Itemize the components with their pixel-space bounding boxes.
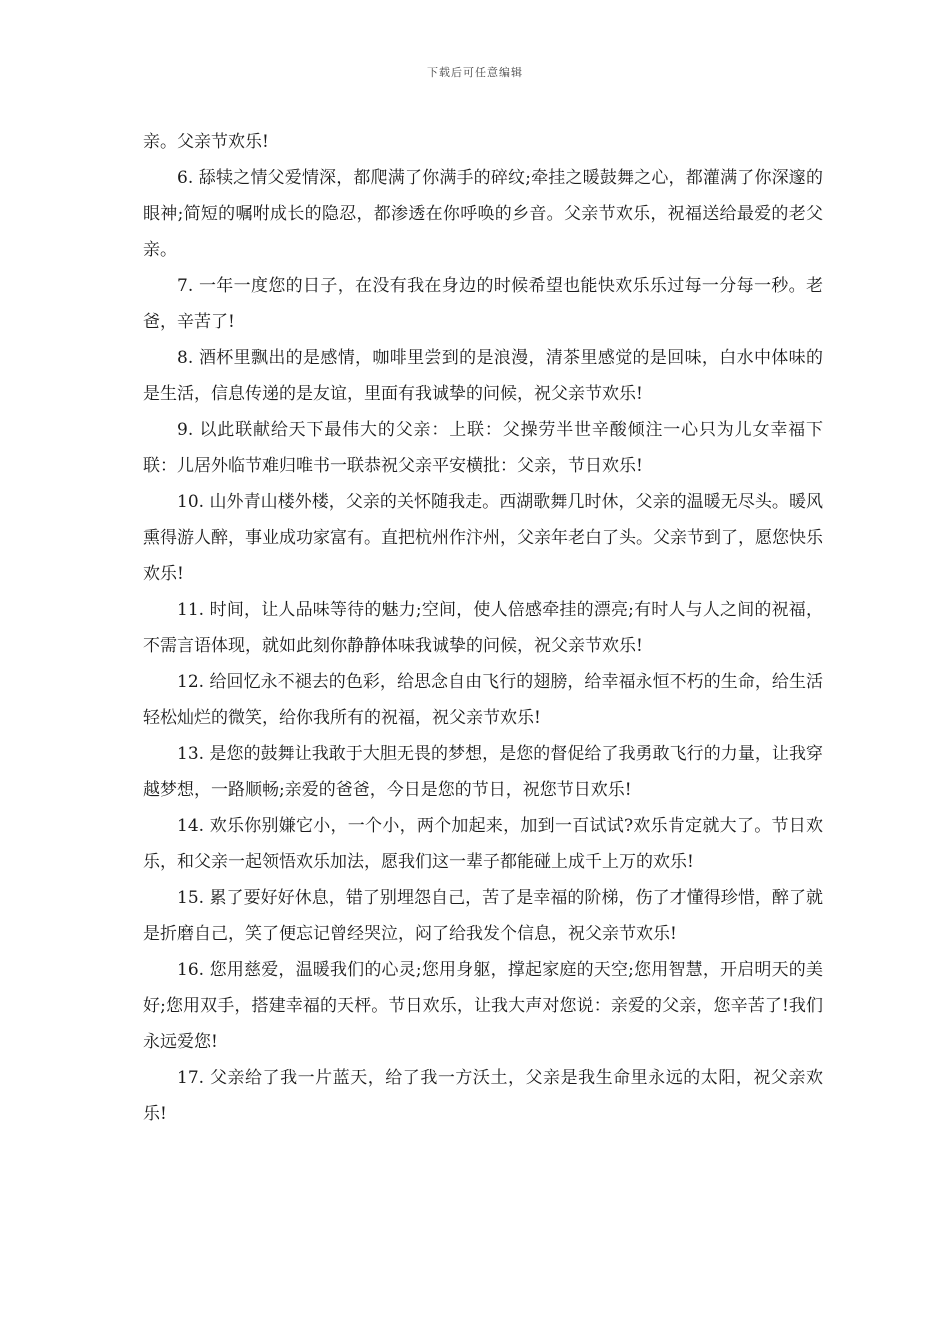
- paragraph-item-8: 8. 酒杯里飘出的是感情，咖啡里尝到的是浪漫，清茶里感觉的是回味，白水中体味的是生活，信息传递的是友谊，里面有我诚挚的问候，祝父亲节欢乐!: [143, 348, 823, 404]
- document-body: [143, 124, 823, 1132]
- paragraph-item-9: 9. 以此联献给天下最伟大的父亲：上联：父操劳半世辛酸倾注一心只为儿女幸福下联：儿居外临节难归唯书一联恭祝父亲平安横批：父亲，节日欢乐!: [143, 420, 823, 476]
- paragraph-item-17: 17. 父亲给了我一片蓝天，给了我一方沃土，父亲是我生命里永远的太阳，祝父亲欢乐!: [143, 1068, 823, 1124]
- paragraph-item-12: 12. 给回忆永不褪去的色彩，给思念自由飞行的翅膀，给幸福永恒不朽的生命，给生活轻松灿烂的微笑，给你我所有的祝福，祝父亲节欢乐!: [143, 672, 823, 728]
- paragraph-item-15: 15. 累了要好好休息，错了别埋怨自己，苦了是幸福的阶梯，伤了才懂得珍惜，醉了就是折磨自己，笑了便忘记曾经哭泣，闷了给我发个信息，祝父亲节欢乐!: [143, 888, 823, 944]
- paragraph-continuation: 亲。父亲节欢乐!: [143, 132, 269, 152]
- paragraph-item-13: 13. 是您的鼓舞让我敢于大胆无畏的梦想，是您的督促给了我勇敢飞行的力量，让我穿越梦想，一路顺畅;亲爱的爸爸，今日是您的节日，祝您节日欢乐!: [143, 744, 823, 800]
- paragraph-item-11: 11. 时间，让人品味等待的魅力;空间，使人倍感牵挂的漂亮;有时人与人之间的祝福，不需言语体现，就如此刻你静静体味我诚挚的问候，祝父亲节欢乐!: [143, 600, 823, 656]
- paragraph-item-16: 16. 您用慈爱，温暖我们的心灵;您用身躯，撑起家庭的天空;您用智慧，开启明天的美好;您用双手，搭建幸福的天枰。节日欢乐，让我大声对您说：亲爱的父亲，您辛苦了!我们永远爱您!: [143, 960, 823, 1052]
- paragraph-item-14: 14. 欢乐你别嫌它小，一个小，两个加起来，加到一百试试?欢乐肯定就大了。节日欢乐，和父亲一起领悟欢乐加法，愿我们这一辈子都能碰上成千上万的欢乐!: [143, 816, 823, 872]
- header-note: 下载后可任意编辑: [427, 66, 523, 79]
- paragraph-item-10: 10. 山外青山楼外楼，父亲的关怀随我走。西湖歌舞几时休，父亲的温暖无尽头。暖风熏得游人醉，事业成功家富有。直把杭州作汴州，父亲年老白了头。父亲节到了，愿您快乐欢乐!: [143, 492, 823, 584]
- paragraph-item-7: 7. 一年一度您的日子，在没有我在身边的时候希望也能快欢乐乐过每一分每一秒。老爸，辛苦了!: [143, 276, 823, 332]
- paragraph-item-6: 6. 舔犊之情父爱情深，都爬满了你满手的碎纹;牵挂之暖鼓舞之心，都灌满了你深邃的眼神;简短的嘱咐成长的隐忍，都渗透在你呼唤的乡音。父亲节欢乐，祝福送给最爱的老父亲。: [143, 168, 823, 260]
